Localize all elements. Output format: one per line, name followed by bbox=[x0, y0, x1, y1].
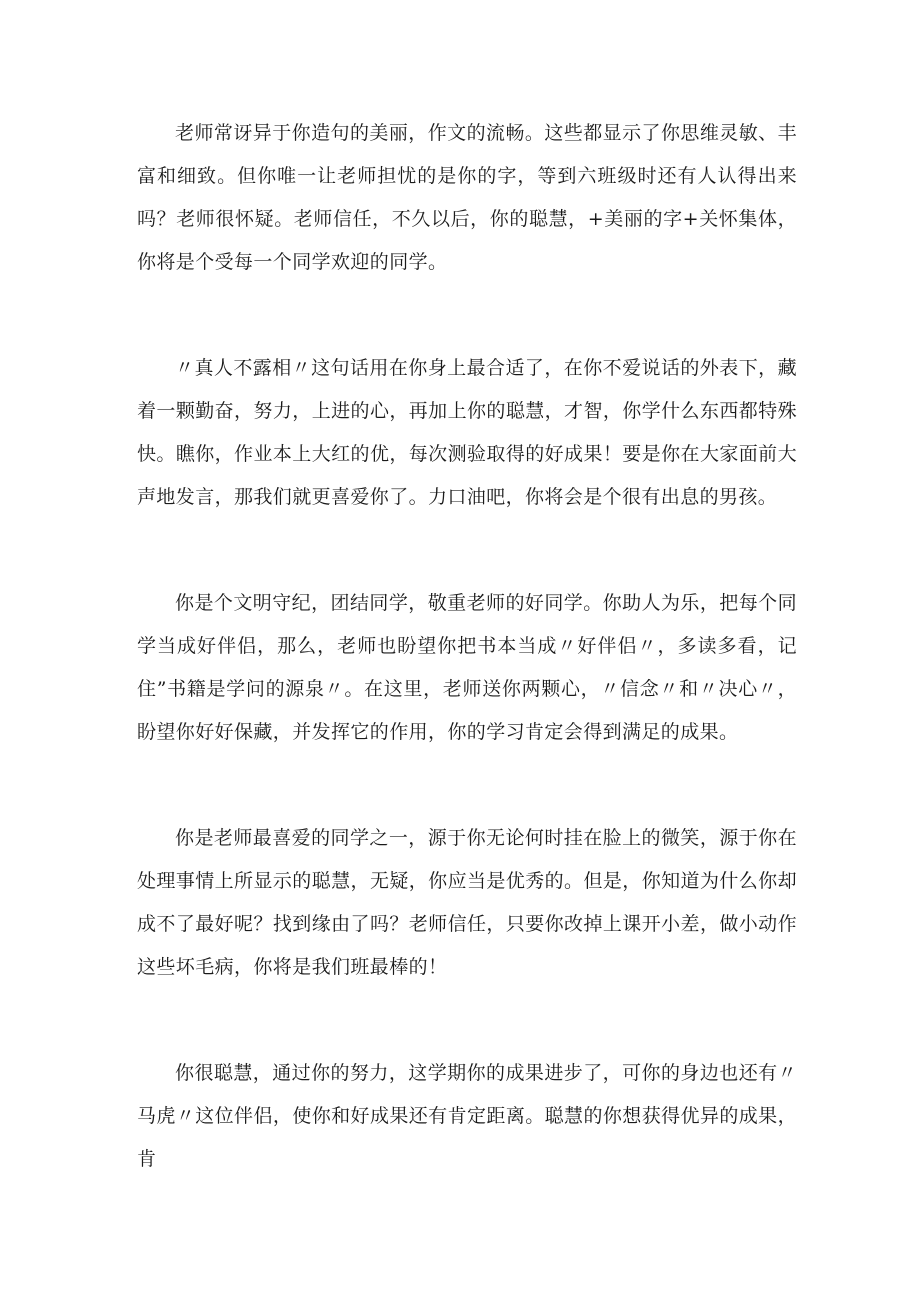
document-body bbox=[137, 112, 797, 1244]
paragraph-2: 〃真人不露相〃这句话用在你身上最合适了，在你不爱说话的外表下，藏着一颗勤奋，努力，上进的心，再加上你的聪慧，才智，你学什么东西都特殊快。瞧你，作业本上大红的优，每次测验取得的好成果！要是你在大家面前大声地发言，那我们就更喜爱你了。力口油吧，你将会是个很有出息的男孩。 bbox=[137, 357, 797, 508]
paragraph-5: 你很聪慧，通过你的努力，这学期你的成果进步了，可你的身边也还有〃马虎〃这位伴侣，使你和好成果还有肯定距离。聪慧的你想获得优异的成果，肯 bbox=[137, 1062, 797, 1170]
paragraph-4: 你是老师最喜爱的同学之一，源于你无论何时挂在脸上的微笑，源于你在处理事情上所显示的聪慧，无疑，你应当是优秀的。但是，你知道为什么你却成不了最好呢？找到缘由了吗？老师信任，只要你改掉上课开小差，做小动作这些坏毛病，你将是我们班最棒的！ bbox=[137, 827, 797, 978]
paragraph-1: 老师常讶异于你造句的美丽，作文的流畅。这些都显示了你思维灵敏、丰富和细致。但你唯一让老师担忧的是你的字，等到六班级时还有人认得出来吗？老师很怀疑。老师信任，不久以后，你的聪慧，+美丽的字+关怀集体，你将是个受每一个同学欢迎的同学。 bbox=[137, 122, 797, 273]
paragraph-3: 你是个文明守纪，团结同学，敬重老师的好同学。你助人为乐，把每个同学当成好伴侣，那么，老师也盼望你把书本当成〃好伴侣〃，多读多看，记住”书籍是学问的源泉〃。在这里，老师送你两颗心，〃信念〃和〃决心〃，盼望你好好保藏，并发挥它的作用，你的学习肯定会得到满足的成果。 bbox=[137, 592, 797, 743]
